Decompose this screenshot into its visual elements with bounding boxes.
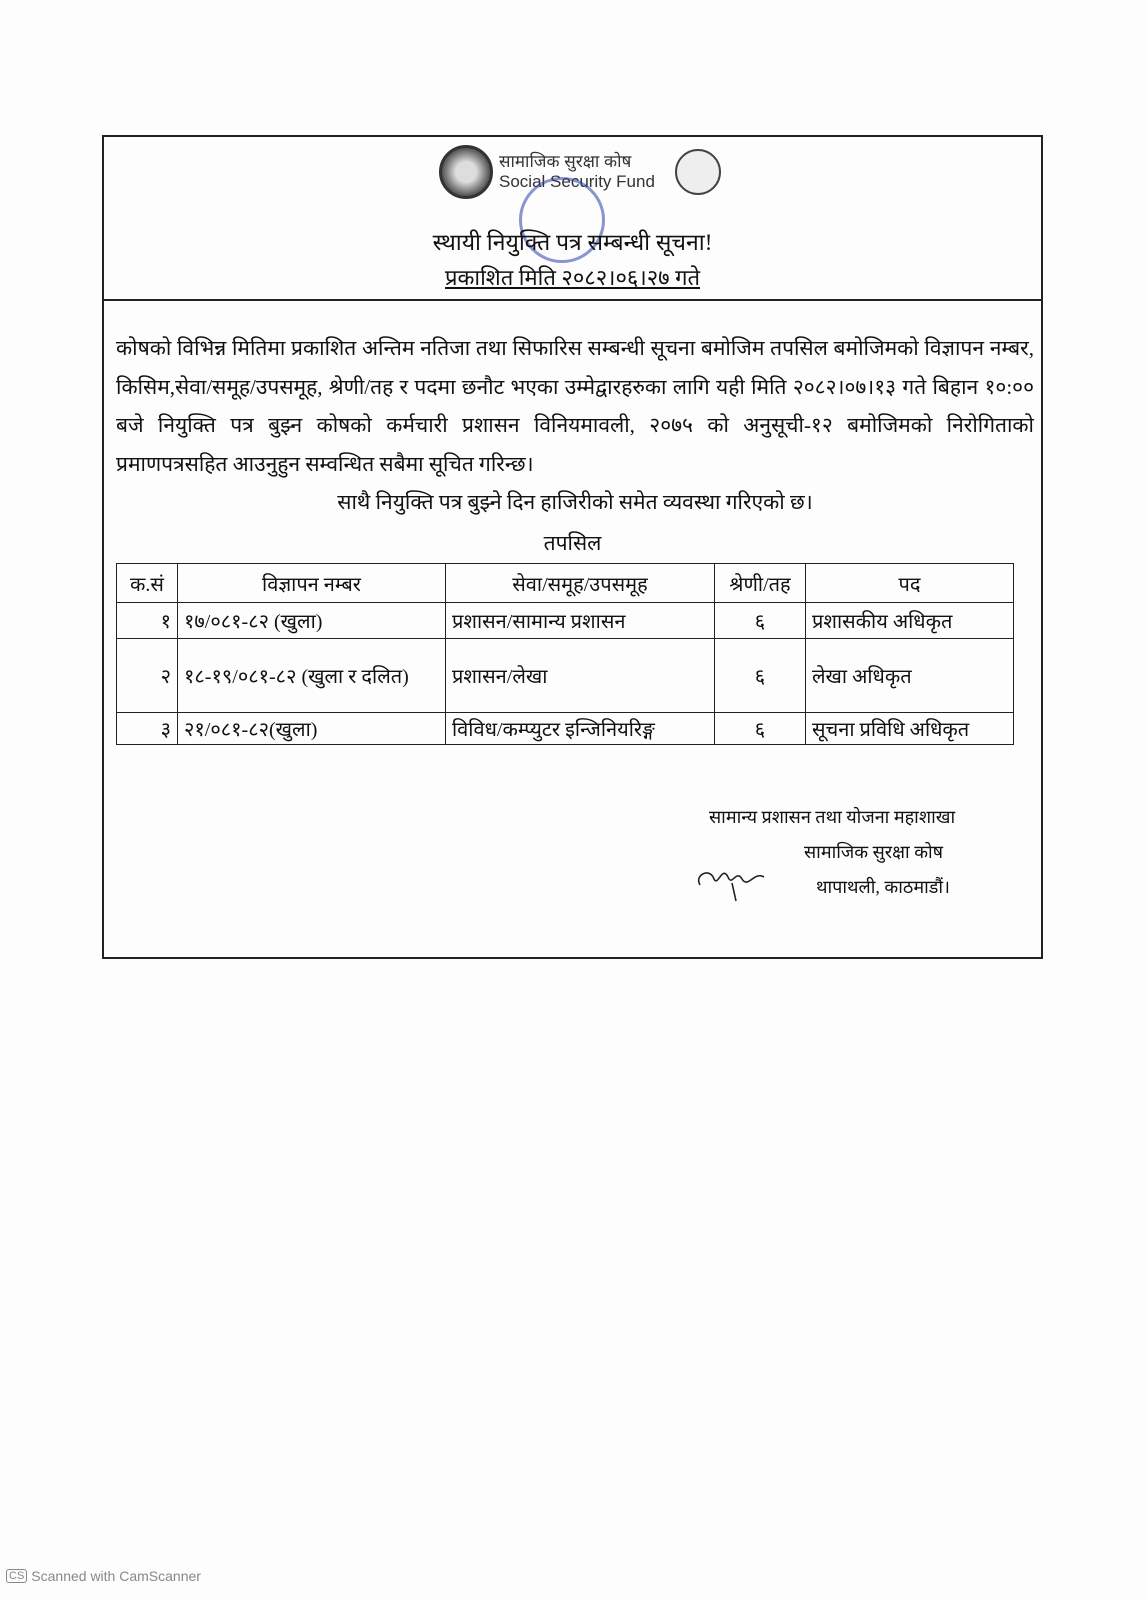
cell: १ [117,603,178,639]
cell: १७/०८१-८२ (खुला) [178,603,446,639]
signature-division: सामान्य प्रशासन तथा योजना महाशाखा [709,807,956,827]
cell: लेखा अधिकृत [806,639,1014,713]
col-header: सेवा/समूह/उपसमूह [446,564,715,603]
cell: प्रशासकीय अधिकृत [806,603,1014,639]
cell: ६ [715,603,806,639]
col-header: विज्ञापन नम्बर [178,564,446,603]
notice-note: साथै नियुक्ति पत्र बुझ्ने दिन हाजिरीको समेत व्यवस्था गरिएको छ। [337,490,813,514]
cell: प्रशासन/सामान्य प्रशासन [446,603,715,639]
notice-body [116,329,1034,522]
table-caption: तपसिल [543,531,602,555]
camscanner-watermark [6,1568,201,1584]
cell: ६ [715,639,806,713]
table-row [117,639,1014,713]
col-header: श्रेणी/तह [715,564,806,603]
cell: सूचना प्रविधि अधिकृत [806,713,1014,745]
signature-org: सामाजिक सुरक्षा कोष [804,842,944,862]
table-row [117,603,1014,639]
government-emblem-icon [675,149,721,195]
logo-text-en: Social Security Fund [499,172,655,191]
ssf-emblem-icon [439,145,493,199]
cell: प्रशासन/लेखा [446,639,715,713]
camscanner-icon: CS [6,1569,27,1583]
notice-header [104,137,1041,301]
cell: २१/०८१-८२(खुला) [178,713,446,745]
cell: ६ [715,713,806,745]
notice-paragraph: कोषको विभिन्न मितिमा प्रकाशित अन्तिम नतिजा तथा सिफारिस सम्बन्धी सूचना बमोजिम तपसिल बमोजिमको विज्ञापन नम्बर, किसिम,सेवा/समूह/उपसमूह, श्रेणी/तह र पदमा छनौट भएका उम्मेद्वारहरुका लागि यही मिति २०८२।०७।१३ गते बिहान १०:०० बजे नियुक्ति पत्र बुझ्न कोषको कर्मचारी प्रशासन विनियमावली, २०७५ को अनुसूची-१२ बमोजिमको निरोगिताको प्रमाणपत्रसहित आउनुहुन सम्वन्धित सबैमा सूचित गरिन्छ। [116,336,1034,476]
table-row [117,713,1014,745]
cell: २ [117,639,178,713]
camscanner-text: Scanned with CamScanner [31,1568,201,1584]
cell: ३ [117,713,178,745]
notice-title: स्थायी नियुक्ति पत्र सम्बन्धी सूचना! [432,230,713,255]
signature-address: थापाथली, काठमाडौं। [816,877,950,897]
details-table [116,563,1014,745]
published-date: प्रकाशित मिति २०८२।०६।२७ गते [444,265,701,290]
table-header-row [117,564,1014,603]
cell: १८-१९/०८१-८२ (खुला र दलित) [178,639,446,713]
cell: विविध/कम्प्युटर इन्जिनियरिङ्ग [446,713,715,745]
col-header: पद [806,564,1014,603]
logo-text-np: सामाजिक सुरक्षा कोष [499,152,632,171]
handwritten-signature-icon [692,857,772,907]
col-header: क.सं [117,564,178,603]
notice-frame [102,135,1043,959]
